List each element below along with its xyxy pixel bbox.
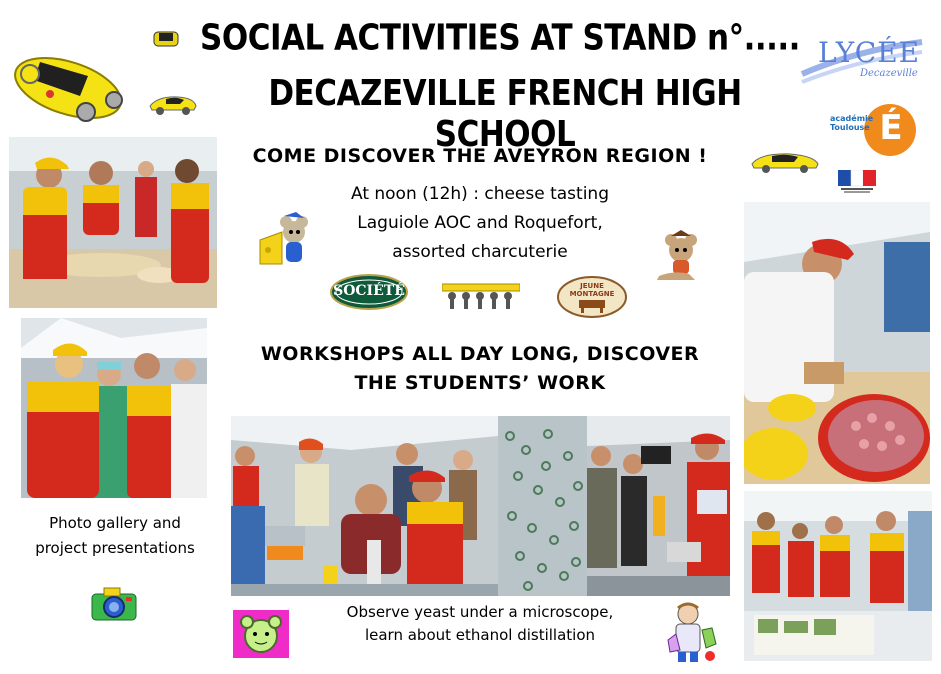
cheese-tasting-line-3: assorted charcuterie	[392, 242, 568, 262]
photo-distillation-workshop	[231, 416, 498, 596]
photo-meat-preparation	[744, 202, 930, 484]
title-line-2: DECAZEVILLE FRENCH HIGH SCHOOL	[268, 72, 742, 156]
photo-stand-overview	[744, 491, 932, 661]
cheese-tasting-line-1: At noon (12h) : cheese tasting	[350, 184, 609, 204]
workshops-heading-line-1: WORKSHOPS ALL DAY LONG, DISCOVER	[260, 343, 700, 365]
jeune-montagne-logo-text: JEUNE MONTAGNE	[569, 282, 615, 298]
title-line-1: SOCIAL ACTIVITIES AT STAND n°.....	[200, 17, 800, 59]
academie-logo-letter: É	[879, 108, 903, 148]
solar-car-clipart-large	[8, 38, 126, 122]
lycee-logo	[798, 30, 926, 88]
workshops-heading-line-2: THE STUDENTS’ WORK	[354, 372, 606, 394]
solar-car-clipart-right	[750, 150, 820, 174]
societe-logo-text: SOCIÉTÉ	[333, 283, 405, 299]
jeune-montagne-logo	[557, 276, 627, 318]
yeast-cell-clipart	[233, 610, 289, 658]
lycee-logo-text: LYCÉE	[818, 36, 921, 69]
camera-clipart	[90, 586, 138, 622]
yeast-caption-line-1: Observe yeast under a microscope,	[346, 603, 614, 621]
aveyron-heading: COME DISCOVER THE AVEYRON REGION !	[252, 145, 708, 167]
gallery-caption-line-1: Photo gallery and	[49, 514, 181, 532]
dancing-mice-clipart	[442, 282, 520, 310]
gallery-caption-line-2: project presentations	[35, 539, 195, 557]
mouse-cheese-clipart	[258, 210, 310, 268]
republique-francaise-logo	[838, 170, 876, 194]
photo-students-cooking	[9, 137, 217, 308]
photo-yeast-microscope	[498, 416, 587, 596]
lycee-logo-subtext: Decazeville	[860, 68, 918, 79]
solar-car-clipart-small	[152, 28, 180, 50]
yeast-caption-line-2: learn about ethanol distillation	[364, 626, 596, 644]
photo-visitors-stand	[21, 318, 207, 498]
scientist-clipart	[666, 600, 720, 664]
mouse-clipart	[655, 230, 705, 282]
photo-tv-filming	[587, 416, 730, 596]
academie-logo-text: académie Toulouse	[830, 114, 874, 132]
societe-logo	[330, 274, 408, 310]
solar-car-clipart-side	[148, 92, 198, 116]
academie-logo	[830, 96, 920, 158]
cheese-tasting-line-2: Laguiole AOC and Roquefort,	[357, 213, 603, 233]
